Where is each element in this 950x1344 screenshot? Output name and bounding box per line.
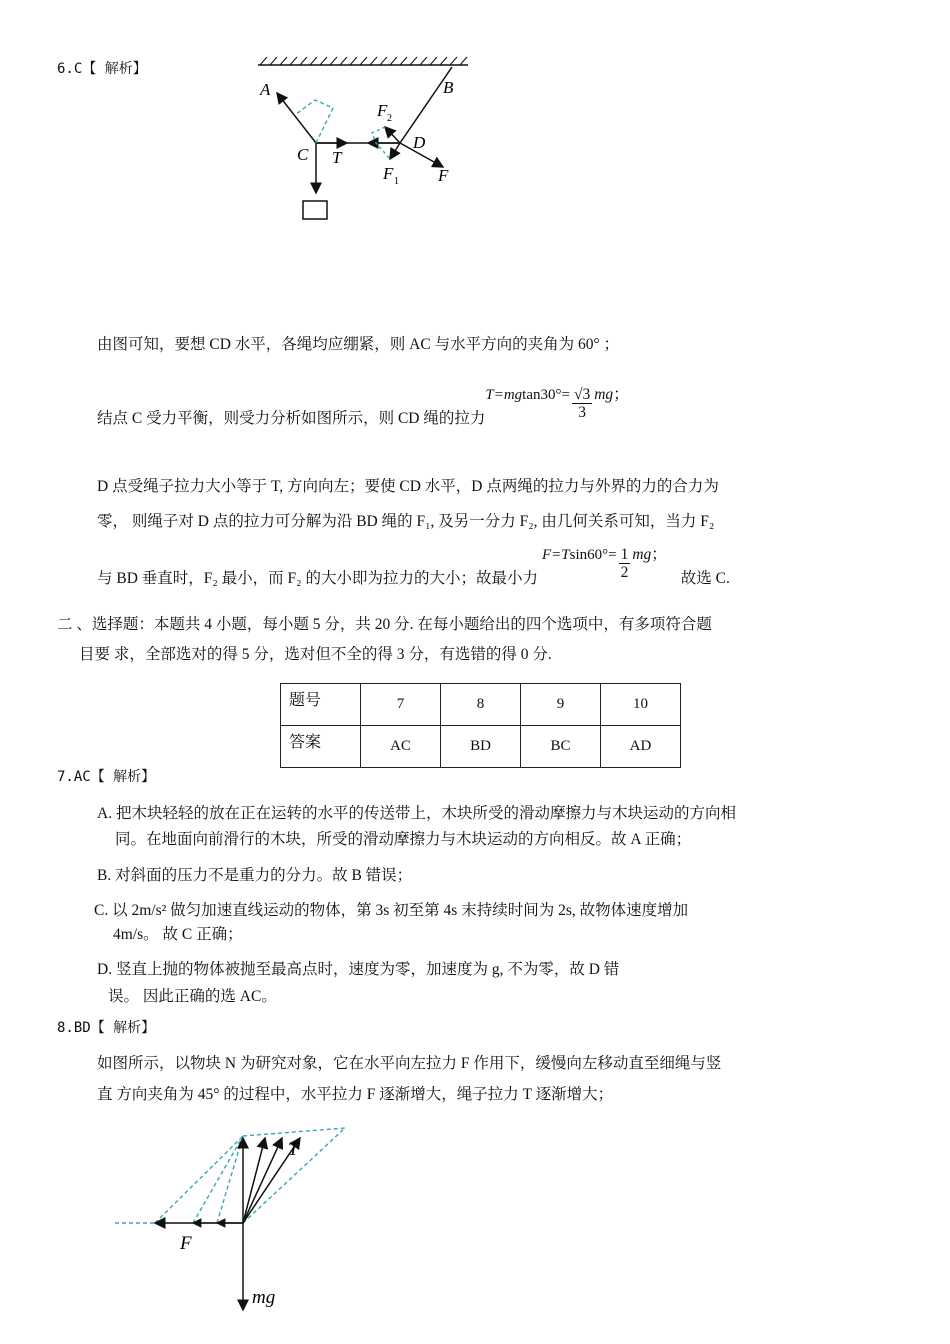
- table-header-answer: 答案: [281, 726, 361, 768]
- q8-line-1: 如图所示，以物块 N 为研究对象，它在水平向左拉力 F 作用下，缓慢向左移动直至细绳与竖: [97, 1055, 722, 1072]
- q6-p3-end: 故选 C.: [680, 570, 730, 588]
- block: [303, 201, 327, 219]
- q6-p3-semicolon: ；: [651, 546, 667, 564]
- label-t: T: [288, 1139, 299, 1160]
- q8-line-2: 直 方向夹角为 45° 的过程中，水平拉力 F 逐渐增大，绳子拉力 T 逐渐增大；: [97, 1086, 614, 1103]
- q6-paragraph-3-line-2: 零， 则绳子对 D 点的拉力可分解为沿 BD 绳的 F₁, 及另一分力 F₂, 由几何关系可知，当力 F₂: [97, 513, 715, 530]
- label-f2-sub: 2: [387, 113, 392, 124]
- table-row: [281, 684, 681, 726]
- q6-paragraph-3-line-3: [97, 538, 730, 588]
- q7-option-c-line-1: C. 以 2m/s² 做匀加速直线运动的物体，第 3s 初至第 4s 末持续时间为 2s, 故物体速度增加: [94, 902, 689, 919]
- parallelogram-c: [295, 100, 333, 143]
- label-d: D: [413, 133, 426, 152]
- table-cell: AD: [601, 726, 681, 768]
- ceiling-hatch: [260, 57, 467, 65]
- label-f2: F: [377, 101, 388, 120]
- q6-p3-formula-b: sin60°=: [569, 547, 617, 564]
- label-mg: mg: [252, 1287, 276, 1308]
- q6-p2-fraction: [572, 386, 592, 421]
- label-b: B: [443, 78, 454, 97]
- section2-line-1: 二 、选择题：本题共 4 小题，每小题 5 分，共 20 分. 在每小题给出的四个选项中，有多项符合题: [57, 616, 712, 633]
- answer-table: [280, 683, 681, 768]
- q6-p2-text: 结点 C 受力平衡，则受力分析如图所示，则 CD 绳的拉力: [97, 410, 486, 428]
- label-f: F: [438, 166, 449, 185]
- label-t: T: [332, 148, 342, 167]
- q7-option-d-line-2: 误。 因此正确的选 AC。: [108, 988, 277, 1005]
- table-cell: 10: [601, 684, 681, 726]
- label-f1-sub: 1: [394, 176, 399, 187]
- q6-p3-text: 与 BD 垂直时，F₂ 最小，而 F₂ 的大小即为拉力的大小；故最小力: [97, 570, 538, 588]
- q8-heading: 8.BD【 解析】: [57, 1020, 156, 1036]
- q6-paragraph-3-line-1: D 点受绳子拉力大小等于 T, 方向向左；要使 CD 水平，D 点两绳的拉力与外界的力的合力为: [97, 478, 719, 495]
- table-row: [281, 726, 681, 768]
- q6-p3-formula-a: F=T: [541, 547, 570, 564]
- q6-paragraph-2: [97, 378, 629, 428]
- section2-line-2: 目要 求，全部选对的得 5 分，选对但不全的得 3 分，有选错的得 0 分.: [79, 646, 552, 663]
- q7-option-d-line-1: D. 竖直上抛的物体被抛至最高点时，速度为零，加速度为 g, 不为零，故 D 错: [97, 961, 620, 978]
- dashed-construction-lines: [115, 1128, 345, 1223]
- q6-p3-fraction: [619, 546, 631, 581]
- table-header-number: 题号: [281, 684, 361, 726]
- q7-option-a-line-1: A. 把木块轻轻的放在正在运转的水平的传送带上，木块所受的滑动摩擦力与木块运动的方向相: [97, 805, 736, 822]
- q8-force-diagram: [110, 1118, 370, 1318]
- q6-force-diagram: [240, 55, 480, 230]
- q6-paragraph-1: 由图可知，要想 CD 水平，各绳均应绷紧，则 AC 与水平方向的夹角为 60° ；: [97, 336, 620, 353]
- q6-p3-formula-c: mg: [632, 546, 652, 564]
- q7-option-b: B. 对斜面的压力不是重力的分力。故 B 错误；: [97, 867, 413, 884]
- q6-p2-frac-den: 3: [578, 404, 586, 422]
- q7-heading: 7.AC【 解析】: [57, 769, 156, 785]
- q6-p3-frac-den: 2: [620, 564, 629, 582]
- label-f1: F: [383, 164, 394, 183]
- q6-p2-formula-b: tan30°=: [522, 387, 570, 404]
- table-cell: BC: [521, 726, 601, 768]
- q6-p2-formula-c: mg: [594, 386, 614, 404]
- rope-ac-arrow: [277, 93, 316, 143]
- label-c: C: [297, 145, 309, 164]
- f1-arrow: [390, 143, 400, 159]
- table-cell: BD: [441, 726, 521, 768]
- q6-p2-end: ；: [613, 386, 629, 404]
- q7-option-c-line-2: 4m/s。 故 C 正确；: [113, 926, 243, 943]
- label-a: A: [260, 80, 271, 99]
- q6-p2-formula-a: T=mg: [485, 387, 523, 404]
- label-f: F: [180, 1233, 192, 1254]
- table-cell: 8: [441, 684, 521, 726]
- table-cell: AC: [361, 726, 441, 768]
- q6-heading: 6.C【 解析】: [57, 61, 147, 77]
- q7-option-a-line-2: 同。在地面向前滑行的木块，所受的滑动摩擦力与木块运动的方向相反。故 A 正确；: [115, 831, 692, 848]
- table-cell: 9: [521, 684, 601, 726]
- t-arrow-2: [243, 1138, 282, 1223]
- q6-p2-frac-num: √3: [573, 386, 591, 403]
- q6-p3-frac-num: 1: [620, 546, 629, 563]
- table-cell: 7: [361, 684, 441, 726]
- f2-arrow: [385, 127, 400, 143]
